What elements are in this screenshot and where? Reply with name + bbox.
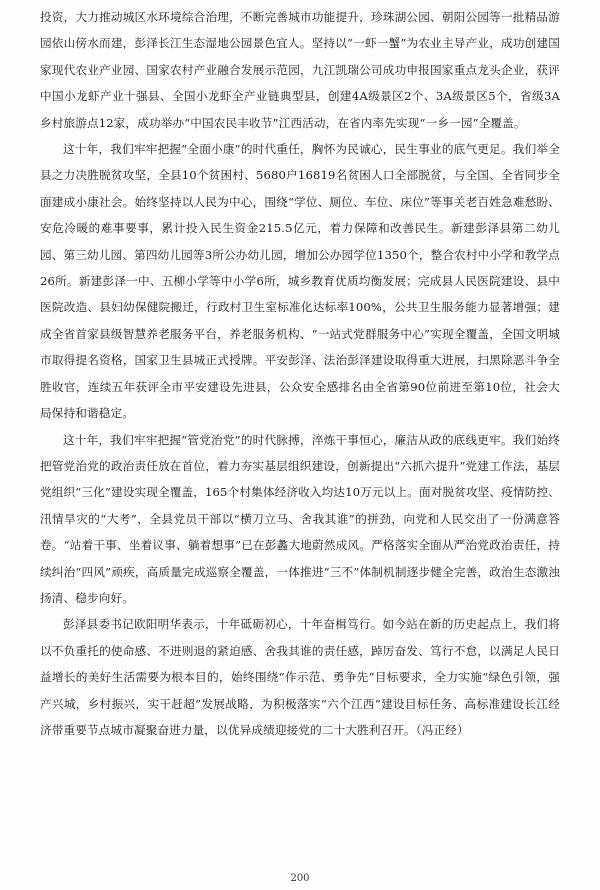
paragraph-conclusion: 彭泽县委书记欧阳明华表示，十年砥砺初心，十年奋楫笃行。如今站在新的历史起点上，我们将以不负重托的使命感、不进则退的紧迫感、舍我其谁的责任感，踔厉奋发、笃行不怠，以满足人民日益增长的美好生活需要为根本目的，始终围绕“作示范、勇争先”目标要求，全力实施“绿色引领，强产兴城，乡村振兴，实干赶超”发展战略，为积极落实“六个江西”建设目标任务、高标准建设长江经济带重要节点城市凝聚奋进力量，以优异成绩迎接党的二十大胜利召开。（冯正经） xyxy=(40,617,560,737)
paragraph-livelihood: 这十年，我们牢牢把握“全面小康”的时代重任，胸怀为民诚心，民生事业的底气更足。我们举全县之力决胜脱贫攻坚，全县10个贫困村、5680户16819名贫困人口全部脱贫，与全国、全省同步全面建成小康社会。始终坚持以人民为中心，围绕“学位、厕位、车位、床位”等事关老百姓急难愁盼、安危冷暖的难事要事，累计投入民生资金215.5亿元，着力保障和改善民生。新建彭泽县第二幼儿园、第三幼儿园、第四幼儿园等3所公办幼儿园，增加公办园学位1350个，整合农村中小学和教学点26所。新建彭泽一中、五柳小学等中小学6所，城乡教育优质均衡发展；完成县人民医院建设、县中医院改造、县妇幼保健院搬迁，行政村卫生室标准化达标率100%，公共卫生服务能力显著增强；建成全省首家县级智慧养老服务平台，养老服务机构、“一站式党群服务中心”实现全覆盖，全国文明城市取得提名资格，国家卫生县城正式授牌。平安彭泽、法治彭泽建设取得重大进展，扫黑除恶斗争全胜收官，连续五年获评全市平安建设先进县，公众安全感排名由全省第90位前进至第10位，社会大局保持和谐稳定。 xyxy=(40,142,560,421)
page-number: 200 xyxy=(290,873,310,884)
article-body xyxy=(40,4,560,743)
paragraph-continued: 投资，大力推动城区水环境综合治理，不断完善城市功能提升，珍珠湖公园、朝阳公园等一批精品游园依山傍水而建，彭泽长江生态湿地公园景色宜人。坚持以“一虾一蟹”为农业主导产业，成功创建国家现代农业产业园、国家农村产业融合发展示范园，九江凯瑞公司成功申报国家重点龙头企业，获评中国小龙虾产业十强县、全国小龙虾全产业链典型县，创建4A级景区2个、3A级景区5个，省级3A乡村旅游点12家，成功举办“中国农民丰收节”江西活动，在省内率先实现“一乡一园”全覆盖。 xyxy=(40,10,560,130)
paragraph-party-governance: 这十年，我们牢牢把握“管党治党”的时代脉搏，淬炼干事恒心，廉洁从政的底线更牢。我们始终把管党治党的政治责任放在首位，着力夯实基层组织建设，创新提出“六抓六提升”党建工作法，基层党组织“三化”建设实现全覆盖，165个村集体经济收入均达10万元以上。面对脱贫攻坚、疫情防控、汛情旱灾的“大考”，全县党员干部以“横刀立马、舍我其谁”的拼劲，向党和人民交出了一份满意答卷。“站着干事、坐着议事、躺着想事”已在彭蠡大地蔚然成风。严格落实全面从严治党政治责任，持续纠治“四风”顽疾，高质量完成巡察全覆盖，一体推进“三不”体制机制逐步健全完善，政治生态激浊扬清、稳步向好。 xyxy=(40,432,560,605)
